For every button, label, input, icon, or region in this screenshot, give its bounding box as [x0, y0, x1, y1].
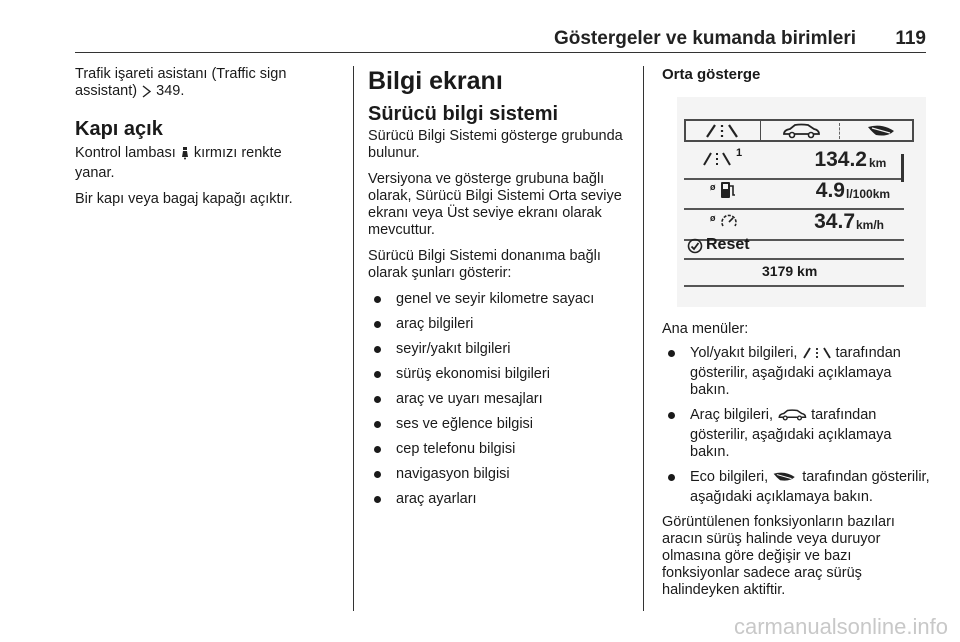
- list-item-text: sürüş ekonomisi bilgileri: [396, 366, 550, 382]
- list-item-text: araç ve uyarı mesajları: [396, 391, 543, 407]
- display-rule: [684, 258, 904, 260]
- list-item: [368, 391, 640, 408]
- menu-item-text: Araç bilgileri,: [690, 407, 773, 423]
- trip-distance-value: 134.2: [814, 148, 867, 171]
- bullet-icon: [668, 350, 675, 357]
- column-divider-2: [643, 66, 644, 611]
- section-title: Göstergeler ve kumanda birimleri: [553, 28, 856, 49]
- display-menu-tabs: [684, 119, 914, 142]
- list-item-text: cep telefonu bilgisi: [396, 441, 516, 457]
- list-item: [368, 416, 640, 433]
- eco-leaf-icon: [866, 123, 898, 144]
- heading-mid-display: Orta gösterge: [662, 66, 761, 83]
- dis-paragraph-1: Sürücü Bilgi Sistemi gösterge grubunda bulunur.: [368, 128, 623, 161]
- bullet-icon: [374, 421, 381, 428]
- list-item-text: ses ve eğlence bilgisi: [396, 416, 534, 432]
- header-rule: [75, 52, 926, 53]
- bullet-icon: [374, 296, 381, 303]
- list-item-text: araç ayarları: [396, 491, 477, 507]
- display-scrollbar: [901, 154, 904, 182]
- avg-speed-unit: km/h: [856, 218, 885, 232]
- page-number: 119: [895, 28, 926, 49]
- main-menus-list: [662, 345, 930, 506]
- door-text-pre: Kontrol lambası: [75, 145, 176, 161]
- list-item: [368, 466, 640, 483]
- list-item: [368, 341, 640, 358]
- vehicle-icon: [781, 123, 821, 144]
- bullet-icon: [668, 474, 675, 481]
- menu-item-text: Eco bilgileri,: [690, 469, 769, 485]
- mid-level-display-illustration: [677, 97, 926, 307]
- display-row-trip: [684, 145, 899, 175]
- bullet-icon: [374, 496, 381, 503]
- bullet-icon: [374, 396, 381, 403]
- bullet-icon: [374, 471, 381, 478]
- dis-paragraph-2: Versiyona ve gösterge grubuna bağlı olarak, Sürücü Bilgi Sistemi Orta seviye ekranı veya Üst seviye ekranı olarak mevcuttur.: [368, 171, 622, 238]
- list-item-text: araç bilgileri: [396, 316, 474, 332]
- display-rule: [684, 285, 904, 287]
- trip-index: 1: [736, 147, 743, 159]
- display-row-consumption: [684, 176, 899, 206]
- column-left: [75, 66, 345, 217]
- door-text-line2: yanar.: [75, 165, 115, 181]
- list-item: [368, 291, 640, 308]
- list-item: [368, 441, 640, 458]
- display-row-speed: [684, 207, 899, 237]
- page-reference-link[interactable]: 349.: [156, 83, 185, 99]
- menu-item-text: tarafından: [811, 407, 877, 423]
- dis-paragraph-3: Sürücü Bilgi Sistemi donanıma bağlı olarak şunları gösterir:: [368, 248, 601, 281]
- main-menus-label: Ana menüler:: [662, 321, 749, 337]
- avg-marker-icon: ø: [710, 213, 716, 223]
- list-item: [662, 407, 930, 461]
- door-open-icon: [180, 146, 190, 165]
- reset-check-icon: [687, 238, 703, 259]
- list-item: [662, 345, 930, 399]
- menu-item-text: gösterilir, aşağıdaki açıklamaya bakın.: [690, 427, 892, 460]
- eco-leaf-icon: [772, 470, 798, 489]
- avg-speed-value: 34.7: [814, 210, 855, 233]
- reset-option: Reset: [706, 236, 750, 253]
- bullet-icon: [374, 321, 381, 328]
- menu-item-text: Yol/yakıt bilgileri,: [690, 345, 798, 361]
- column-right: [662, 66, 930, 84]
- trip-distance-unit: km: [869, 156, 887, 170]
- column-right-body: [662, 321, 930, 608]
- door-text-post: kırmızı renkte: [193, 145, 282, 161]
- door-paragraph-1: [75, 145, 345, 182]
- trip-fuel-icon: [702, 151, 732, 172]
- list-item-text: seyir/yakıt bilgileri: [396, 341, 511, 357]
- page-ref-arrow-icon: [141, 85, 152, 103]
- menu-item-text: gösterilir, aşağıdaki açıklamaya bakın.: [690, 469, 930, 505]
- page-header: [75, 28, 926, 52]
- bullet-icon: [374, 371, 381, 378]
- intro-text-line1: Trafik işareti asistanı (Traffic sign: [75, 66, 287, 82]
- menu-item-text: tarafından: [802, 469, 868, 485]
- list-item-text: genel ve seyir kilometre sayacı: [396, 291, 595, 307]
- list-item: [662, 469, 930, 506]
- vehicle-icon: [777, 408, 807, 427]
- column-divider-1: [353, 66, 354, 611]
- closing-paragraph: Görüntülenen fonksiyonların bazıları aracın sürüş halinde veya duruyor olmasına göre değişir ve bazı fonksiyonlar sadece araç sürüş halindeyken aktiftir.: [662, 514, 895, 598]
- heading-info-display: Bilgi ekranı: [368, 67, 503, 95]
- intro-paragraph: [75, 66, 345, 103]
- trip-fuel-icon: [704, 123, 740, 144]
- list-item: [368, 491, 640, 508]
- menu-item-text: gösterilir, aşağıdaki açıklamaya bakın.: [690, 365, 892, 398]
- avg-marker-icon: ø: [710, 182, 716, 192]
- dis-feature-list: [368, 291, 640, 508]
- menu-item-text: tarafından: [835, 345, 901, 361]
- trip-fuel-icon: [802, 346, 832, 365]
- watermark: carmanualsonline.info: [733, 614, 948, 639]
- heading-driver-info-system: Sürücü bilgi sistemi: [368, 103, 559, 125]
- list-item: [368, 316, 640, 333]
- fuel-pump-icon: [720, 181, 736, 204]
- list-item: [368, 366, 640, 383]
- tab-divider-dashed: [839, 123, 840, 139]
- column-middle: [368, 66, 640, 516]
- fuel-consumption-value: 4.9: [815, 179, 845, 202]
- speedometer-icon: [720, 213, 738, 234]
- door-paragraph-2: Bir kapı veya bagaj kapağı açıktır.: [75, 191, 293, 207]
- bullet-icon: [374, 346, 381, 353]
- section-heading-door-open: Kapı açık: [75, 118, 163, 140]
- bullet-icon: [374, 446, 381, 453]
- fuel-consumption-unit: l/100km: [846, 187, 891, 201]
- bullet-icon: [668, 412, 675, 419]
- list-item-text: navigasyon bilgisi: [396, 466, 510, 482]
- intro-text-line2: assistant): [75, 83, 138, 99]
- odometer-reading: 3179 km: [762, 263, 818, 279]
